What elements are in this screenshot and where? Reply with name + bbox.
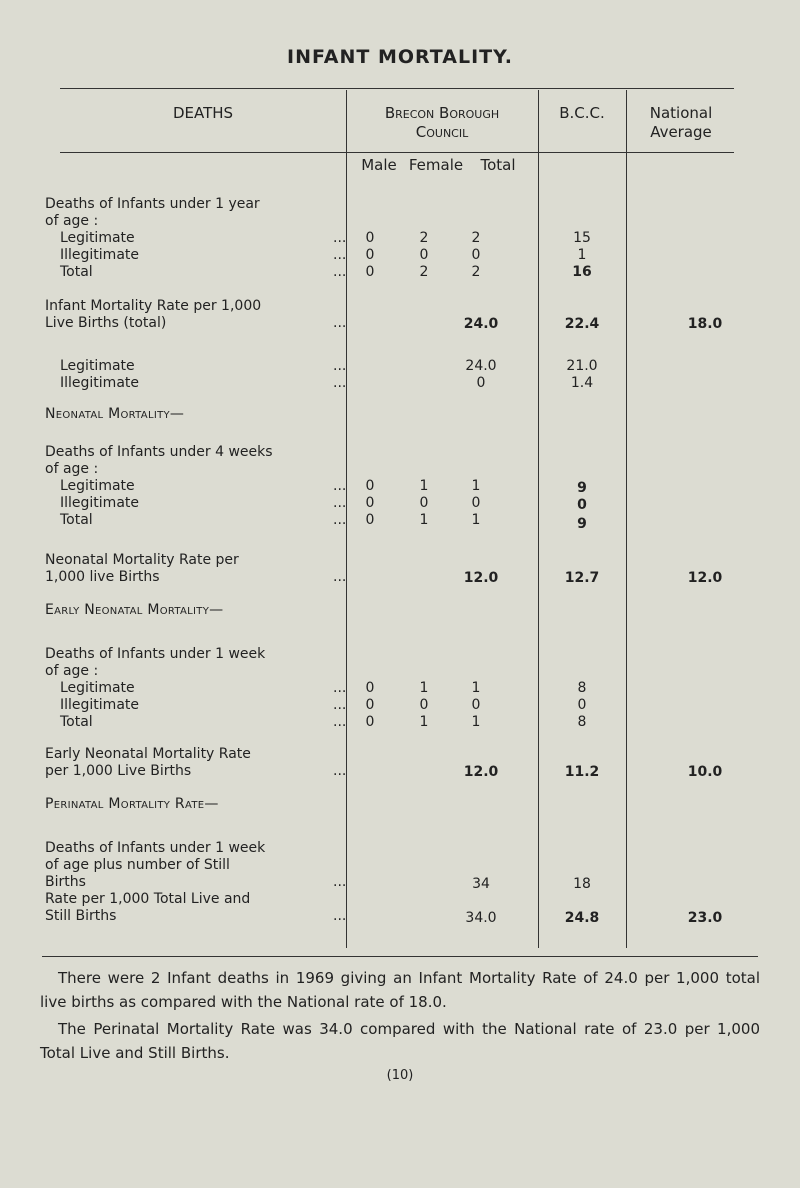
row-label: Illegitimate ... (60, 247, 345, 263)
cell-male: 0 (365, 247, 375, 263)
row-label: Deaths of Infants under 4 weeks (45, 444, 273, 460)
row-label: Total ... (60, 264, 345, 280)
summary-paragraph-perinatal: The Perinatal Mortality Rate was 34.0 compared with the National rate of 23.0 per 1,000 Total Live and Still Births. (40, 1020, 760, 1062)
cell-bcc: 21.0 (566, 358, 598, 374)
row-label: Illegitimate ... (60, 495, 345, 511)
summary-paragraph-infant: There were 2 Infant deaths in 1969 giving an Infant Mortality Rate of 24.0 per 1,000 total live births as compared with the National rate of 18.0. (40, 969, 760, 1011)
cell-male: 0 (365, 230, 375, 246)
cell-bcc: 22.4 (564, 316, 600, 332)
cell-female: 0 (419, 495, 429, 511)
column-divider-3 (626, 90, 627, 948)
header-national (626, 104, 736, 142)
row-label: Deaths of Infants under 1 year (45, 196, 260, 212)
cell-bcc: 9 (577, 480, 587, 496)
cell-bcc: 9 (577, 516, 587, 532)
cell-total: 1 (471, 478, 481, 494)
subheader-male: Male (361, 156, 397, 174)
cell-total: 24.0 (463, 316, 499, 332)
subheader-female: Female (408, 156, 464, 174)
row-label: Births ... (45, 874, 345, 890)
section-heading-early-neonatal: Early Neonatal Mortality— (45, 602, 224, 618)
table-bottom-rule (42, 956, 758, 957)
cell-female: 1 (419, 512, 429, 528)
cell-female: 0 (419, 247, 429, 263)
header-brecon-line1: Brecon Borough (384, 104, 500, 122)
cell-bcc: 12.7 (564, 570, 600, 586)
header-bottom-rule (60, 152, 734, 153)
cell-total: 12.0 (463, 570, 499, 586)
row-label: Total ... (60, 714, 345, 730)
cell-total: 24.0 (465, 358, 497, 374)
cell-male: 0 (365, 478, 375, 494)
section-heading-perinatal: Perinatal Mortality Rate— (45, 796, 219, 812)
row-label: 1,000 live Births ... (45, 569, 345, 585)
cell-female: 1 (419, 680, 429, 696)
cell-bcc: 16 (572, 264, 592, 280)
cell-total: 0 (476, 375, 486, 391)
cell-female: 0 (419, 697, 429, 713)
row-label: Legitimate ... (60, 680, 345, 696)
header-bcc: B.C.C. (559, 104, 605, 122)
row-label: Legitimate ... (60, 230, 345, 246)
cell-total: 34.0 (465, 910, 497, 926)
cell-male: 0 (365, 495, 375, 511)
cell-bcc: 0 (577, 497, 587, 513)
cell-bcc: 24.8 (564, 910, 600, 926)
cell-female: 2 (419, 230, 429, 246)
cell-national: 10.0 (687, 764, 723, 780)
cell-bcc: 11.2 (564, 764, 600, 780)
cell-total: 0 (471, 495, 481, 511)
row-label: Total ... (60, 512, 345, 528)
section-heading-neonatal: Neonatal Mortality— (45, 406, 185, 422)
cell-female: 1 (419, 478, 429, 494)
row-label: Legitimate ... (60, 358, 345, 374)
header-national-line1: National (649, 104, 713, 122)
page-title: INFANT MORTALITY. (287, 46, 513, 68)
row-label: of age : (45, 663, 99, 679)
cell-bcc: 8 (577, 680, 587, 696)
cell-bcc: 15 (573, 230, 591, 246)
cell-total: 0 (471, 247, 481, 263)
cell-bcc: 1.4 (570, 375, 594, 391)
row-label: of age : (45, 213, 99, 229)
cell-bcc: 1 (577, 247, 587, 263)
row-label: Early Neonatal Mortality Rate (45, 746, 251, 762)
cell-national: 18.0 (687, 316, 723, 332)
page-number: (10) (386, 1068, 414, 1083)
cell-total: 1 (471, 512, 481, 528)
cell-bcc: 18 (573, 876, 591, 892)
row-label: Deaths of Infants under 1 week (45, 646, 266, 662)
row-label: Illegitimate ... (60, 375, 345, 391)
cell-total: 0 (471, 697, 481, 713)
row-label: of age plus number of Still (45, 857, 230, 873)
cell-total: 1 (471, 680, 481, 696)
cell-male: 0 (365, 512, 375, 528)
row-label: Legitimate ... (60, 478, 345, 494)
cell-female: 2 (419, 264, 429, 280)
cell-bcc: 8 (577, 714, 587, 730)
header-brecon-line2: Council (415, 123, 469, 141)
row-label: per 1,000 Live Births ... (45, 763, 345, 779)
cell-male: 0 (365, 680, 375, 696)
column-divider-2 (538, 90, 539, 948)
cell-national: 23.0 (687, 910, 723, 926)
subheader-total: Total (480, 156, 516, 174)
cell-total: 2 (471, 230, 481, 246)
row-label: Deaths of Infants under 1 week (45, 840, 266, 856)
cell-male: 0 (365, 264, 375, 280)
header-deaths: DEATHS (172, 104, 234, 122)
row-label: Live Births (total) ... (45, 315, 345, 331)
cell-male: 0 (365, 697, 375, 713)
header-national-line2: Average (650, 123, 712, 141)
cell-national: 12.0 (687, 570, 723, 586)
header-top-rule (60, 88, 734, 89)
cell-total: 1 (471, 714, 481, 730)
row-label: Rate per 1,000 Total Live and (45, 891, 251, 907)
row-label: Infant Mortality Rate per 1,000 (45, 298, 262, 314)
cell-bcc: 0 (577, 697, 587, 713)
cell-total: 12.0 (463, 764, 499, 780)
cell-female: 1 (419, 714, 429, 730)
row-label: Neonatal Mortality Rate per (45, 552, 239, 568)
row-label: Still Births ... (45, 908, 345, 924)
cell-total: 34 (472, 876, 490, 892)
cell-male: 0 (365, 714, 375, 730)
cell-total: 2 (471, 264, 481, 280)
header-brecon (346, 104, 538, 142)
row-label: of age : (45, 461, 99, 477)
row-label: Illegitimate ... (60, 697, 345, 713)
